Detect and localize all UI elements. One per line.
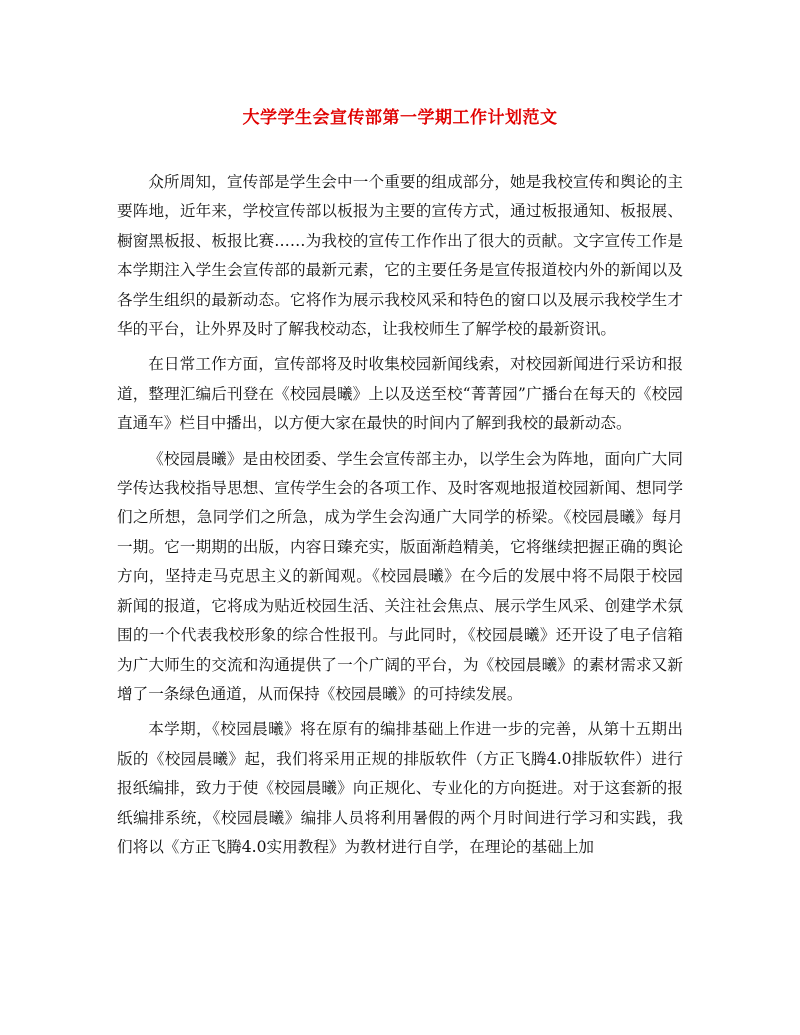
paragraph-1: 众所周知，宣传部是学生会中一个重要的组成部分，她是我校宣传和舆论的主要阵地，近年来，学校宣传部以板报为主要的宣传方式，通过板报通知、板报展、橱窗黑板报、板报比赛……为我校的宣传工作作出了很大的贡献。文字宣传工作是本学期注入学生会宣传部的最新元素，它的主要任务是宣传报道校内外的新闻以及各学生组织的最新动态。它将作为展示我校风采和特色的窗口以及展示我校学生才华的平台，让外界及时了解我校动态，让我校师生了解学校的最新资讯。 xyxy=(117,173,683,339)
document-title: 大学学生会宣传部第一学期工作计划范文 xyxy=(242,108,558,128)
paragraph-2: 在日常工作方面，宣传部将及时收集校园新闻线索，对校园新闻进行采访和报道，整理汇编后刊登在《校园晨曦》上以及送至校“菁菁园”广播台在每天的《校园直通车》栏目中播出，以方便大家在最快的时间内了解到我校的最新动态。 xyxy=(117,355,683,433)
paragraph-4: 本学期，《校园晨曦》将在原有的编排基础上作进一步的完善，从第十五期出版的《校园晨曦》起，我们将采用正规的排版软件（方正飞腾4.0排版软件）进行报纸编排，致力于使《校园晨曦》向正规化、专业化的方向挺进。对于这套新的报纸编排系统，《校园晨曦》编排人员将利用暑假的两个月时间进行学习和实践，我们将以《方正飞腾4.0实用教程》为教材进行自学，在理论的基础上加 xyxy=(117,720,683,856)
paragraph-3: 《校园晨曦》是由校团委、学生会宣传部主办，以学生会为阵地，面向广大同学传达我校指导思想、宣传学生会的各项工作、及时客观地报道校园新闻、想同学们之所想，急同学们之所急，成为学生会沟通广大同学的桥梁。《校园晨曦》每月一期。它一期期的出版，内容日臻充实，版面渐趋精美，它将继续把握正确的舆论方向，坚持走马克思主义的新闻观。《校园晨曦》在今后的发展中将不局限于校园新闻的报道，它将成为贴近校园生活、关注社会焦点、展示学生风采、创建学术氛围的一个代表我校形象的综合性报刊。与此同时，《校园晨曦》还开设了电子信箱为广大师生的交流和沟通提供了一个广阔的平台，为《校园晨曦》的素材需求又新增了一条绿色通道，从而保持《校园晨曦》的可持续发展。 xyxy=(117,449,683,703)
document-body xyxy=(117,168,683,862)
